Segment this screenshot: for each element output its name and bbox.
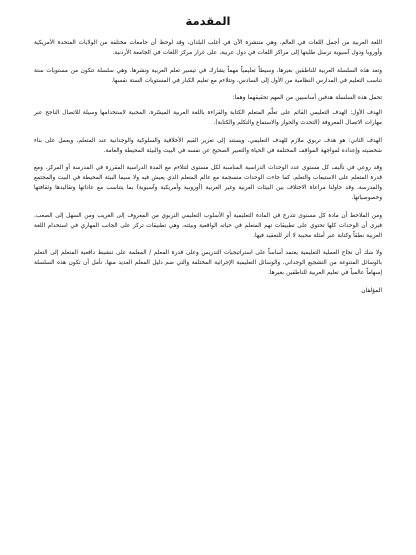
paragraph-goal-two: الهدف الثاني: هو هدف تربوي ملازم للهدف التعليمي، ويستند إلى تعزيز القيم الأخلاقية والسلوكية والوجدانية عند المتعلم، ويعمل على بناء شخصيته وإعداده لمواجهة المواقف المختلفة في الحياة والتعبير الصحيح عن نفسه في البيت والبيئة المحيطة والعامة. bbox=[34, 137, 382, 154]
paragraph-units: وقد روعي في تأليف كل مستوى عدد الوحدات الدراسية المناسبة لكل مستوى لتتلاءم مع المدة الدراسية المقررة في المدرسة أو المركز، ومع قدرة المتعلم على الاستيعاب والتعلم. كما جاءت الوحدات منسجمة مع عالم المتعلم الذي يعيش فيه ولا سيما البيئة المحيطة في البيت والمجتمع والمدرسة، وقد حاولنا مراعاة الاختلاف بين البيئات العربية وغير العربية (أوروبية وأمريكية وآسيوية) بما يتناسب مع عاداتها وتقاليدها وثقافتها وخصوصياتها. bbox=[34, 165, 382, 201]
paragraph-series-description: وتعد هذه السلسلة العربية للناطقين بغيرها، وسيطاً تعليمياً مهماً يشارك في تيسير تعلم العربية ونشرها. وهي سلسلة تتكون من مستويات ستة تناسب التعليم في المدارس النظامية من الأول إلى السادس، وتتلاءم مع تعليم الكبار في المستويات الستة نفسها. bbox=[34, 67, 382, 84]
paragraph-goals-heading: تحمل هذه السلسلة هدفين أساسيين من المهم تحقيقهما وهما: bbox=[232, 95, 382, 101]
paragraph-intro: اللغة العربية من أجمل اللغات في العالم، وهي منتشرة الآن في أغلب البلدان، وقد لوحظ أن جامعات مختلفة من الولايات المتحدة الأمريكية وأوروبا ودول آسيوية ترسل طلبتها إلى مراكز اللغات في دول عربية، على غرار مركز اللغات في الجامعة الأردنية. bbox=[34, 40, 382, 56]
authors-signature: المؤلفان bbox=[361, 287, 382, 294]
paragraph-conclusion: ولا شك أن نجاح العملية التعليمية يعتمد أساساً على استراتيجيات التدريس وعلى قدرة المعلم / المعلمة على تنشيط دافعية المتعلم إلى التعلم بالوسائل المتنوعة من التشجيع الوجداني، والوسائل التعليمية الإجرائية المختلفة والتي ضم دليل المعلم العديد منها. نأمل أن تكون هذه السلسلة إسهاماً عالمياً في تعليم العربية للناطقين بغيرها. bbox=[34, 250, 382, 276]
paragraph-goal-one: الهدف الأول: الهدف التعليمي القائم على تعلّم المتعلم الكتابة والقراءة باللغة العربية الميسّرة، المحببة لاستخدامها وسيلة للاتصال الناجح عبر مهارات الاتصال المعروفة (التحدث والحوار والاستماع والتكلم والكتابة). bbox=[34, 110, 382, 126]
page-title: المقدمة bbox=[185, 14, 231, 28]
paragraph-progression: ومن الملاحظ أن مادة كل مستوى تتدرج في المادة التعليمية أو الأسلوب التعليمي التربوي من المعروف إلى الغريب ومن السهل إلى الصعب. فيرى أن الوحدات كلها تحتوي على تطبيقات تهم المتعلم في حياته الواقعية وبيئته، وهي تطبيقات تركز على الجانب المهاري في استخدام اللغة العربية نطقاً وكتابة عبر أمثلة محببة لا أثر للتعقيد فيها. bbox=[34, 212, 382, 239]
